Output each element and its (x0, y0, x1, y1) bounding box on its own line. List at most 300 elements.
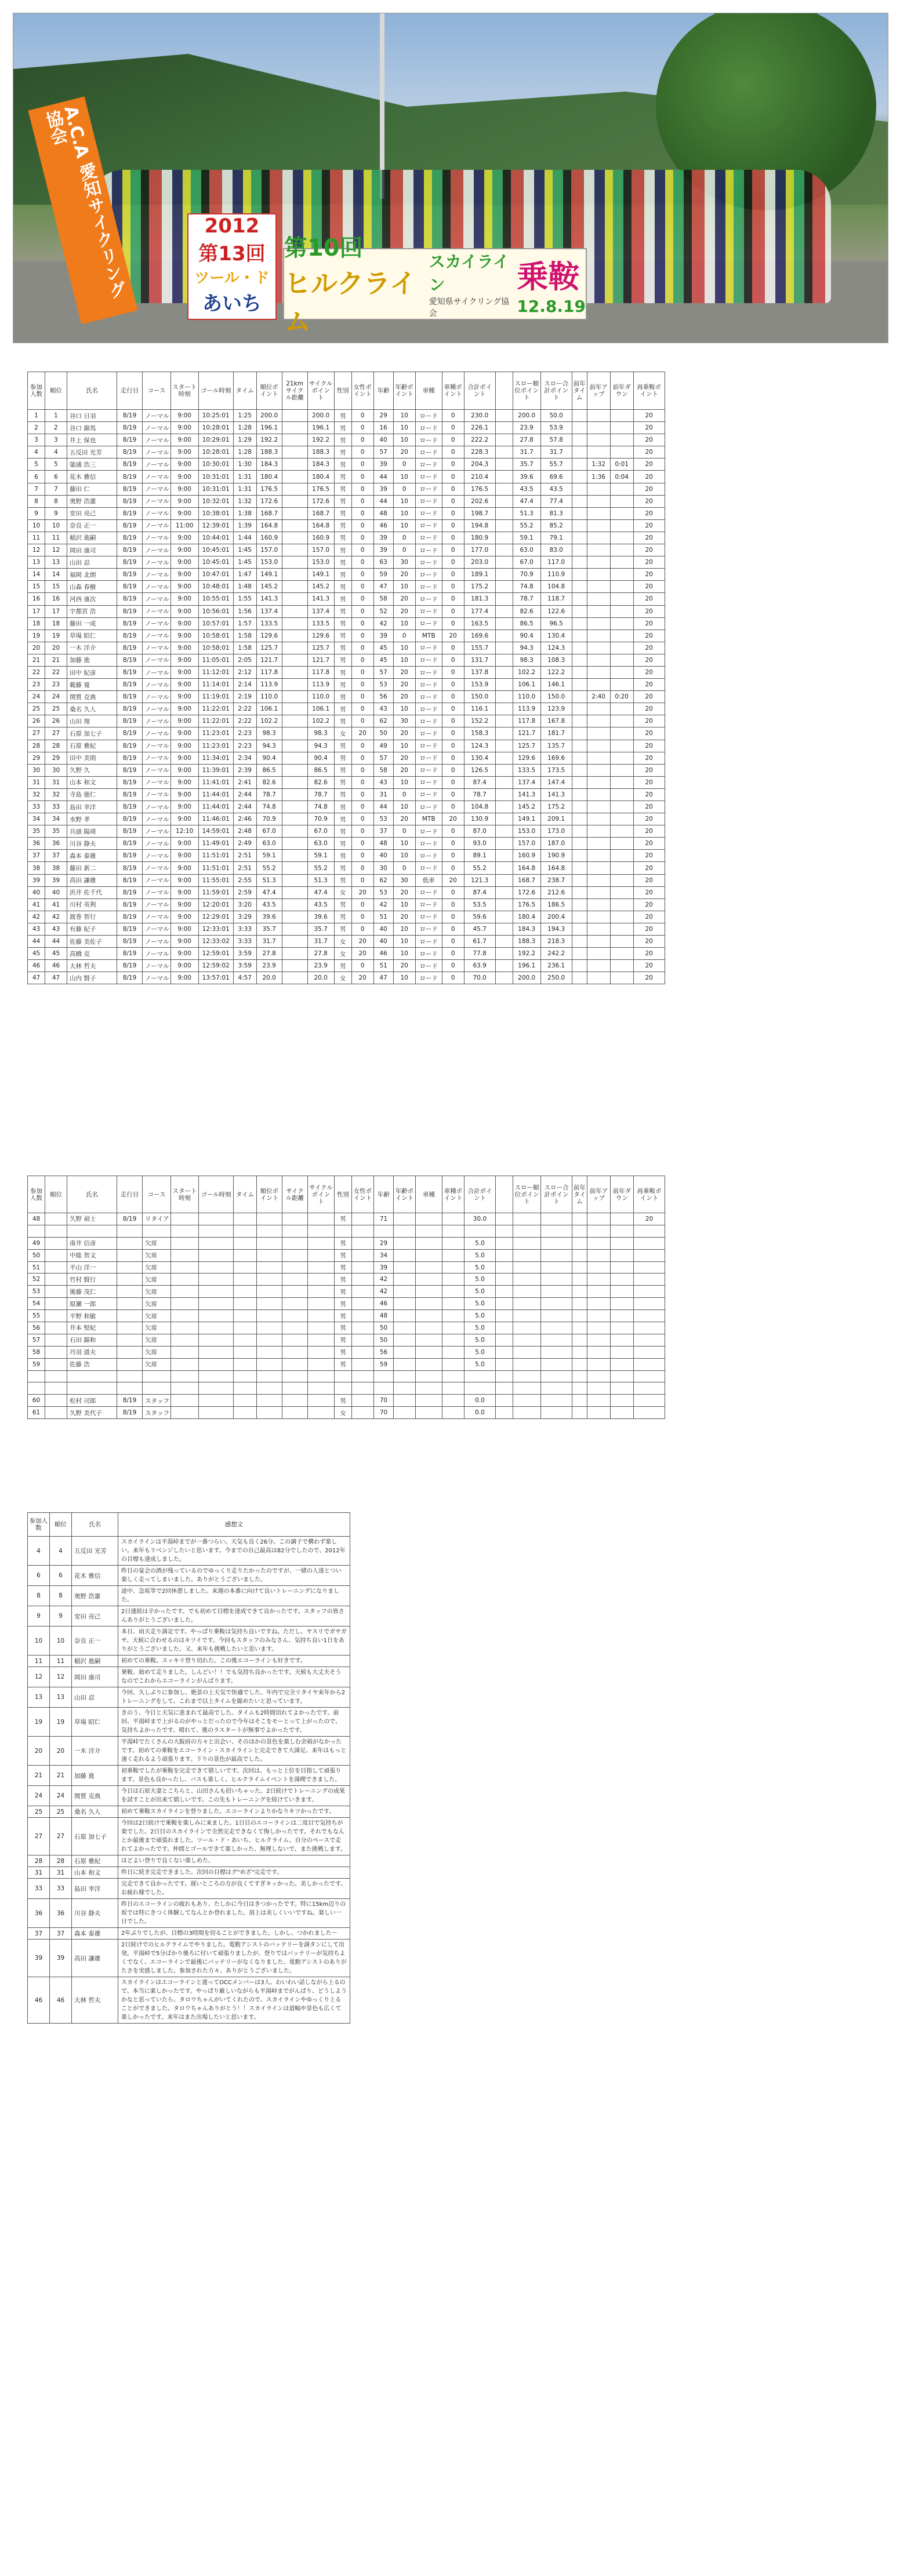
absent-header-cell: 順位ポイント (257, 1176, 282, 1213)
absent-cell (352, 1249, 374, 1261)
results-cell: 9:00 (170, 569, 198, 581)
results-cell: 4:57 (233, 972, 256, 984)
absent-cell (513, 1322, 541, 1334)
results-cell: ノーマル (143, 605, 171, 617)
results-cell: 11:51:01 (198, 850, 233, 862)
absent-cell: 男 (335, 1358, 352, 1370)
absent-cell (257, 1213, 282, 1225)
absent-cell (308, 1213, 335, 1225)
comments-rank: 37 (50, 1928, 72, 1940)
absent-cell (416, 1261, 442, 1274)
results-cell: 20 (633, 471, 665, 483)
results-cell: 宇都宮 浩 (67, 605, 117, 617)
absent-cell (496, 1346, 513, 1358)
results-cell: 175.2 (464, 581, 495, 593)
results-cell: 10 (28, 519, 45, 532)
results-cell (282, 691, 307, 703)
absent-cell (513, 1225, 541, 1237)
absent-cell (464, 1225, 496, 1237)
results-cell: 58 (373, 593, 393, 605)
banner-hillclimb-edition: 第10回 (284, 234, 363, 261)
absent-cell (171, 1334, 199, 1346)
results-cell: ノーマル (143, 630, 171, 642)
absent-cell (541, 1298, 572, 1310)
absent-cell (117, 1370, 143, 1382)
results-cell (610, 593, 633, 605)
results-cell: 130.4 (464, 752, 495, 764)
results-cell: 10:55:01 (198, 593, 233, 605)
comments-header-row (28, 1513, 350, 1537)
results-cell (282, 666, 307, 678)
results-cell: 9:00 (170, 752, 198, 764)
banner-hillclimb (283, 234, 587, 337)
results-cell: 39 (373, 532, 393, 544)
results-cell: ロード (415, 544, 442, 556)
absent-cell (308, 1395, 335, 1407)
results-cell: 31.7 (540, 446, 572, 459)
results-cell: 男 (334, 581, 351, 593)
results-row (28, 410, 665, 422)
results-row (28, 519, 665, 532)
results-cell: 39.6 (513, 471, 540, 483)
results-cell (495, 495, 513, 507)
results-cell: 9 (45, 507, 67, 519)
results-cell: 8/19 (117, 630, 143, 642)
results-row (28, 422, 665, 434)
results-cell (495, 825, 513, 838)
absent-cell: 49 (28, 1237, 45, 1249)
absent-cell (496, 1298, 513, 1310)
results-header-cell: スロー順位ポイント (513, 372, 540, 410)
results-cell: 0 (351, 960, 373, 972)
results-cell: 10:29:01 (198, 434, 233, 446)
results-cell: 29 (45, 752, 67, 764)
absent-header-cell: 車種 (416, 1176, 442, 1213)
results-cell: ロード (415, 642, 442, 654)
results-cell: 0 (351, 581, 373, 593)
results-row (28, 605, 665, 617)
results-cell: 43 (45, 923, 67, 935)
results-cell: 1:48 (233, 581, 256, 593)
absent-cell (335, 1225, 352, 1237)
results-cell: 2:41 (233, 776, 256, 788)
results-cell (610, 874, 633, 886)
results-cell (587, 581, 610, 593)
absent-cell (352, 1370, 374, 1382)
absent-cell: 42 (374, 1274, 394, 1286)
comments-participant-number: 10 (28, 1627, 50, 1656)
results-cell: 168.7 (307, 507, 334, 519)
results-cell: ロード (415, 936, 442, 948)
absent-cell (496, 1213, 513, 1225)
absent-cell (394, 1358, 416, 1370)
results-cell: 90.4 (256, 752, 282, 764)
results-cell: 12:39:01 (198, 519, 233, 532)
results-cell: 36 (45, 838, 67, 850)
results-cell: 8/19 (117, 874, 143, 886)
results-cell: ロード (415, 960, 442, 972)
results-cell: 10 (393, 740, 415, 752)
results-cell: 177.4 (464, 605, 495, 617)
results-cell: 147.4 (540, 776, 572, 788)
results-cell: ノーマル (143, 434, 171, 446)
results-cell: 0 (351, 605, 373, 617)
results-cell: 0 (442, 898, 464, 911)
results-cell (587, 556, 610, 569)
results-cell: 90.4 (513, 630, 540, 642)
absent-cell (352, 1286, 374, 1298)
absent-cell (282, 1249, 308, 1261)
results-cell: 2:14 (233, 679, 256, 691)
results-cell (282, 764, 307, 776)
results-cell: 男 (334, 703, 351, 715)
results-cell: 0 (351, 654, 373, 666)
absent-cell (442, 1395, 464, 1407)
results-cell: 9:00 (170, 654, 198, 666)
results-cell (610, 605, 633, 617)
results-cell: 男 (334, 459, 351, 471)
results-cell: 59 (373, 569, 393, 581)
absent-cell: 59 (374, 1358, 394, 1370)
absent-cell (634, 1395, 665, 1407)
results-header-cell: 性別 (334, 372, 351, 410)
results-cell: 90.4 (307, 752, 334, 764)
results-row (28, 825, 665, 838)
absent-cell (352, 1298, 374, 1310)
absent-cell (572, 1261, 587, 1274)
banner-edition: 第13回 (198, 242, 266, 265)
results-cell: 0 (351, 801, 373, 813)
absent-cell (308, 1407, 335, 1419)
results-cell (572, 886, 587, 898)
results-header-cell: 21km サイクル距離 (282, 372, 307, 410)
absent-cell: 30.0 (464, 1213, 496, 1225)
results-row (28, 972, 665, 984)
results-cell: 20 (28, 642, 45, 654)
results-cell: 20 (633, 776, 665, 788)
results-cell (572, 679, 587, 691)
results-cell: 男 (334, 434, 351, 446)
absent-header-cell: 氏名 (67, 1176, 117, 1213)
banner-organizer: 愛知県サイクリング協会 (429, 297, 510, 318)
absent-row (28, 1382, 665, 1395)
results-cell: 0 (351, 813, 373, 825)
results-cell: 141.3 (540, 788, 572, 801)
absent-cell: 48 (28, 1213, 45, 1225)
results-cell: 158.3 (464, 727, 495, 740)
results-row (28, 874, 665, 886)
results-cell (610, 886, 633, 898)
absent-cell (308, 1322, 335, 1334)
results-cell (495, 948, 513, 960)
results-cell: ロード (415, 654, 442, 666)
results-cell (495, 764, 513, 776)
results-cell: 20 (45, 642, 67, 654)
results-cell: 137.8 (464, 666, 495, 678)
comments-text: きのう、今日と天気に恵まれて最高でした。タイムも2時間切れてよかったです。前回、平湯峠まで上がるのがやっとだったので今年はそこをモーとって上がったので、気持ちよかったです。晴れて、後のラスタートが無事でよかったです。 (118, 1708, 350, 1737)
absent-cell: 50 (28, 1249, 45, 1261)
absent-cell (634, 1334, 665, 1346)
comments-participant-number: 21 (28, 1766, 50, 1786)
results-cell: 15 (28, 581, 45, 593)
absent-cell: 井本 堅紀 (67, 1322, 117, 1334)
results-cell: 61.7 (464, 936, 495, 948)
absent-cell: 男 (335, 1286, 352, 1298)
results-cell: 57 (373, 446, 393, 459)
results-cell (587, 617, 610, 630)
results-cell: 0 (442, 936, 464, 948)
results-cell (610, 972, 633, 984)
absent-cell (199, 1382, 234, 1395)
results-cell: 1:28 (233, 446, 256, 459)
absent-header-cell: サイクル距離 (282, 1176, 308, 1213)
results-cell: 9:00 (170, 727, 198, 740)
comments-rank: 20 (50, 1737, 72, 1766)
results-cell: 184.3 (513, 923, 540, 935)
absent-cell: 女 (335, 1407, 352, 1419)
results-cell: 0 (393, 862, 415, 874)
results-cell: 141.3 (513, 788, 540, 801)
absent-cell (572, 1322, 587, 1334)
results-cell: 196.1 (256, 422, 282, 434)
results-cell (610, 923, 633, 935)
comments-rank: 24 (50, 1786, 72, 1806)
results-cell: 14:59:01 (198, 825, 233, 838)
results-cell (495, 532, 513, 544)
results-cell: 10 (393, 642, 415, 654)
results-cell: 20 (633, 483, 665, 495)
results-cell: 0 (351, 788, 373, 801)
absent-header-cell: 女性ポイント (352, 1176, 374, 1213)
results-cell: 141.3 (256, 593, 282, 605)
comments-text: 初乗鞍でしたが乗鞍を完走できて嬉しいです。次回は、もっと上位を目指して頑張ります。景色も良かったし、バスも楽しく、ヒルクライムイベントを満喫できました。 (118, 1766, 350, 1786)
results-cell: 78.7 (513, 593, 540, 605)
absent-cell (234, 1298, 257, 1310)
absent-cell (45, 1334, 67, 1346)
results-cell: 20 (633, 642, 665, 654)
results-cell: 18 (45, 617, 67, 630)
results-cell: 8/19 (117, 556, 143, 569)
results-cell: 11:00 (170, 519, 198, 532)
results-cell: 20 (633, 666, 665, 678)
results-cell: 135.7 (540, 740, 572, 752)
results-cell: 0 (442, 654, 464, 666)
results-cell (610, 422, 633, 434)
results-cell: 2:44 (233, 788, 256, 801)
results-cell: 20 (633, 605, 665, 617)
results-cell: 20 (633, 898, 665, 911)
absent-cell: 男 (335, 1213, 352, 1225)
results-cell: ロード (415, 923, 442, 935)
absent-cell (572, 1249, 587, 1261)
absent-cell: 欠席 (143, 1286, 171, 1298)
results-cell: 男 (334, 556, 351, 569)
results-cell (572, 727, 587, 740)
comments-text: 昨日の宴会の酒が残っているのでゆっくり走りたかったのですが、一緒の人達とつい楽しく走ってしまいました。ありがとうございました。 (118, 1566, 350, 1586)
results-cell: 2:55 (233, 874, 256, 886)
results-cell (610, 862, 633, 874)
absent-cell (541, 1213, 572, 1225)
results-cell: 20 (633, 593, 665, 605)
results-cell: 関質 克典 (67, 691, 117, 703)
absent-cell (143, 1225, 171, 1237)
results-cell: 173.0 (540, 825, 572, 838)
results-cell (572, 874, 587, 886)
results-cell: 43.5 (540, 483, 572, 495)
results-cell: 1:30 (233, 459, 256, 471)
absent-cell (171, 1249, 199, 1261)
results-cell: 19 (45, 630, 67, 642)
absent-cell (257, 1261, 282, 1274)
results-cell: 男 (334, 410, 351, 422)
results-cell (495, 446, 513, 459)
results-cell (572, 654, 587, 666)
results-cell: 87.0 (464, 825, 495, 838)
results-cell: 79.1 (540, 532, 572, 544)
results-cell: 男 (334, 495, 351, 507)
results-cell: 20 (633, 519, 665, 532)
results-cell: 0 (351, 923, 373, 935)
absent-cell (587, 1395, 611, 1407)
results-cell: 43.5 (307, 898, 334, 911)
results-cell: 寺島 徳仁 (67, 788, 117, 801)
results-cell: 3:59 (233, 960, 256, 972)
results-cell (495, 459, 513, 471)
results-cell: ロード (415, 471, 442, 483)
comments-rank: 33 (50, 1879, 72, 1899)
results-cell: 0 (351, 483, 373, 495)
absent-row (28, 1249, 665, 1261)
results-cell (587, 776, 610, 788)
results-cell: 20 (633, 813, 665, 825)
results-cell: 0 (351, 740, 373, 752)
banner-hillclimb-title: ヒルクライム (284, 267, 416, 337)
results-cell: 94.3 (256, 740, 282, 752)
results-cell: ノーマル (143, 581, 171, 593)
absent-cell (611, 1334, 634, 1346)
comments-row (28, 1940, 350, 1977)
absent-cell (257, 1225, 282, 1237)
absent-cell (117, 1286, 143, 1298)
results-cell: 187.0 (540, 838, 572, 850)
comments-name: 岡田 康司 (72, 1667, 118, 1687)
absent-cell (587, 1370, 611, 1382)
absent-cell (352, 1274, 374, 1286)
absent-cell (416, 1322, 442, 1334)
results-cell: 62 (373, 874, 393, 886)
results-cell: 40 (373, 850, 393, 862)
results-cell: 131.7 (464, 654, 495, 666)
absent-cell (442, 1346, 464, 1358)
absent-cell (611, 1286, 634, 1298)
results-cell: ロード (415, 715, 442, 727)
results-header-cell: 順位 (45, 372, 67, 410)
absent-header-cell: 車種ポイント (442, 1176, 464, 1213)
results-cell: ノーマル (143, 691, 171, 703)
results-cell: 0 (351, 679, 373, 691)
results-cell: 35.7 (256, 923, 282, 935)
absent-cell (394, 1395, 416, 1407)
absent-cell (572, 1310, 587, 1322)
results-cell (587, 422, 610, 434)
absent-cell: 61 (28, 1407, 45, 1419)
absent-cell (308, 1225, 335, 1237)
results-cell: 86.5 (256, 764, 282, 776)
comments-name: 高田 謙雄 (72, 1940, 118, 1977)
results-cell: 9:00 (170, 544, 198, 556)
results-cell: 男 (334, 801, 351, 813)
results-cell: 8/19 (117, 948, 143, 960)
results-cell (495, 923, 513, 935)
absent-cell (171, 1225, 199, 1237)
club-flag: A.C.A 愛知サイクリング協会 (28, 97, 138, 325)
comments-header-cell: 感想文 (118, 1513, 350, 1537)
results-cell: MTB (415, 630, 442, 642)
absent-header-cell: 年齢 (374, 1176, 394, 1213)
results-cell: 196.1 (307, 422, 334, 434)
results-cell: 55.7 (540, 459, 572, 471)
results-cell: 8/19 (117, 532, 143, 544)
results-cell: ロード (415, 776, 442, 788)
absent-cell (28, 1225, 45, 1237)
absent-cell (442, 1225, 464, 1237)
absent-cell: 50 (374, 1322, 394, 1334)
results-cell: 10 (393, 838, 415, 850)
results-cell: 117.8 (256, 666, 282, 678)
results-cell: 渡巻 智行 (67, 911, 117, 923)
results-cell: 110.0 (513, 691, 540, 703)
results-cell (572, 630, 587, 642)
results-cell: 44 (45, 936, 67, 948)
results-cell (610, 838, 633, 850)
absent-cell (257, 1274, 282, 1286)
results-cell: 11:22:01 (198, 703, 233, 715)
absent-cell (282, 1370, 308, 1382)
results-cell (610, 898, 633, 911)
results-cell: 10:56:01 (198, 605, 233, 617)
results-row (28, 666, 665, 678)
results-cell: 14 (28, 569, 45, 581)
results-row (28, 752, 665, 764)
results-row (28, 886, 665, 898)
absent-cell (234, 1310, 257, 1322)
results-cell: 20 (393, 666, 415, 678)
comments-name: 奈良 正一 (72, 1627, 118, 1656)
absent-cell (45, 1395, 67, 1407)
results-cell: 20 (633, 972, 665, 984)
results-cell: 204.3 (464, 459, 495, 471)
results-cell (282, 801, 307, 813)
absent-cell (394, 1322, 416, 1334)
results-cell: ロード (415, 532, 442, 544)
absent-cell (171, 1261, 199, 1274)
results-cell: 7 (28, 483, 45, 495)
results-row (28, 507, 665, 519)
comments-row (28, 1928, 350, 1940)
absent-cell (199, 1237, 234, 1249)
results-cell: 23.9 (256, 960, 282, 972)
results-cell: 157.0 (256, 544, 282, 556)
results-cell: 0 (351, 410, 373, 422)
absent-cell: 52 (28, 1274, 45, 1286)
absent-cell (45, 1346, 67, 1358)
results-cell: 96.5 (540, 617, 572, 630)
results-cell: ロード (415, 948, 442, 960)
results-cell: 102.2 (256, 715, 282, 727)
comments-name: 五反田 光芳 (72, 1537, 118, 1566)
results-cell: 0 (442, 593, 464, 605)
results-cell: ロード (415, 459, 442, 471)
